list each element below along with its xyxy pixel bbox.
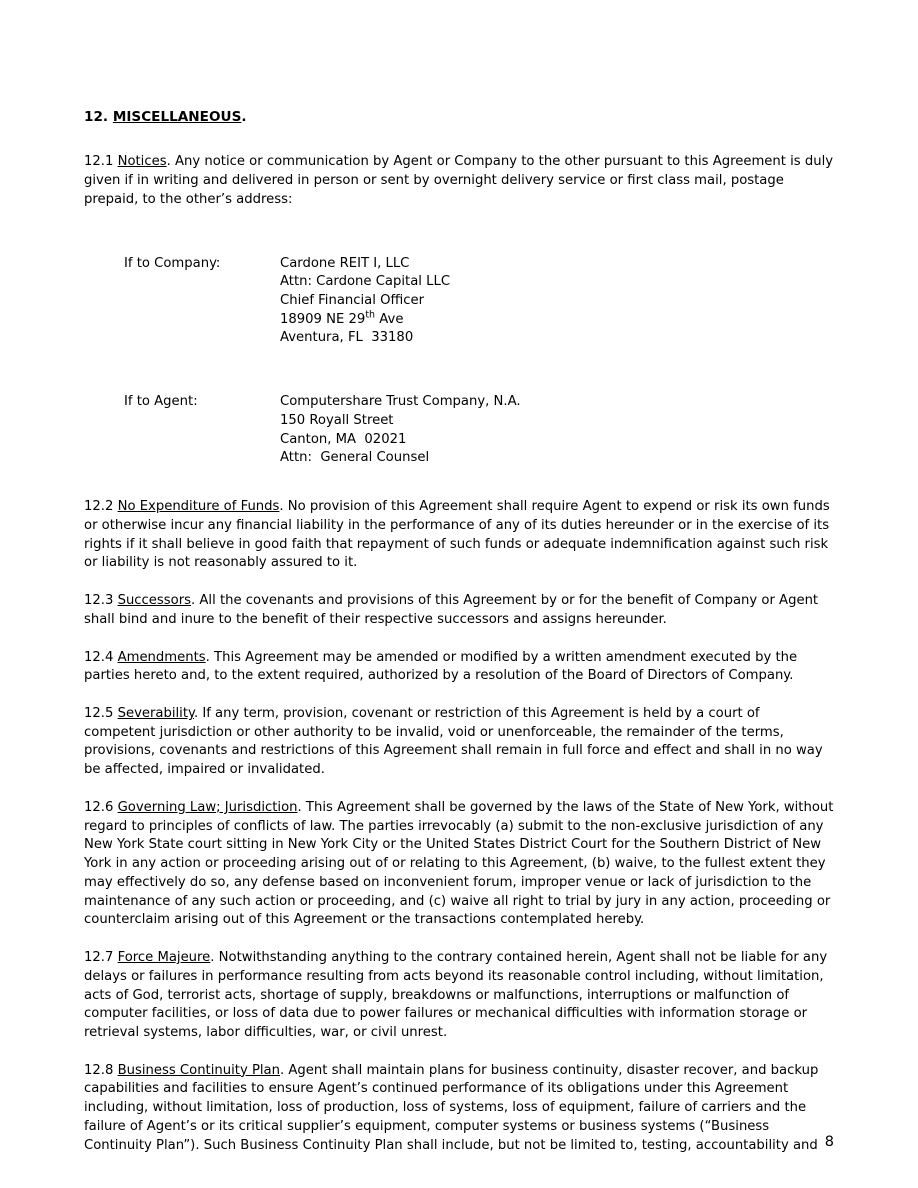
spacer — [84, 348, 834, 393]
clause-12-7 — [84, 949, 834, 1043]
clause-12-6 — [84, 799, 834, 930]
clause-number: 12.3 — [84, 593, 114, 609]
address-label: If to Agent: — [124, 394, 198, 410]
clause-number: 12.8 — [84, 1062, 114, 1078]
address-line-4 — [280, 311, 834, 330]
address-lines — [280, 255, 834, 349]
clause-term: Business Continuity Plan — [117, 1062, 280, 1078]
clause-number: 12.4 — [84, 649, 114, 665]
clause-12-2 — [84, 498, 834, 573]
page-number: 8 — [824, 1134, 834, 1150]
clause-number: 12.1 — [84, 154, 114, 170]
address-line-3: Canton, MA 02021 — [280, 431, 407, 447]
document-body — [84, 108, 834, 1155]
clause-number: 12.2 — [84, 499, 114, 515]
clause-12-8 — [84, 1062, 834, 1156]
address-line-1: Cardone REIT I, LLC — [280, 255, 410, 271]
address-line-2: Attn: Cardone Capital LLC — [280, 274, 451, 290]
address-block-company — [84, 255, 834, 349]
clause-12-3 — [84, 592, 834, 629]
clause-term: Force Majeure — [117, 950, 211, 966]
section-heading-title: MISCELLANEOUS — [112, 109, 242, 125]
section-heading — [84, 108, 834, 127]
clause-12-1 — [84, 153, 834, 209]
address-line-4-post: Ave — [375, 311, 404, 327]
clause-term: Governing Law; Jurisdiction — [117, 799, 298, 815]
clause-text: . No provision of this Agreement shall require Agent to expend or risk its own funds or otherwise incur any financial liability in the performance of any of its duties hereunder or in the exercise of its rights if it shall believe in good faith that repayment of such funds or adequate indemnification against such risk or liability is not reasonably assured to it. — [84, 499, 830, 571]
address-line-2: 150 Royall Street — [280, 412, 394, 428]
clause-term: Successors — [117, 593, 192, 609]
clause-number: 12.5 — [84, 705, 114, 721]
clause-12-4 — [84, 649, 834, 686]
address-line-3: Chief Financial Officer — [280, 292, 425, 308]
clause-12-5 — [84, 705, 834, 780]
clause-term: Amendments — [117, 649, 206, 665]
clause-number: 12.6 — [84, 799, 114, 815]
clause-term: Severability — [117, 705, 194, 721]
address-line-1: Computershare Trust Company, N.A. — [280, 394, 521, 410]
address-line-4-pre: 18909 NE 29 — [280, 311, 366, 327]
address-line-4: Attn: General Counsel — [280, 450, 430, 466]
clause-text: . This Agreement may be amended or modified by a written amendment executed by the parties hereto and, to the extent required, authorized by a resolution of the Board of Directors of Company. — [84, 649, 798, 684]
clause-text: . Notwithstanding anything to the contrary contained herein, Agent shall not be liable for any delays or failures in performance resulting from acts beyond its reasonable control including, without limitation, acts of God, terrorist acts, shortage of supply, breakdowns or malfunctions, interruptions or malfunction of computer facilities, or loss of data due to power failures or mechanical difficulties with information storage or retrieval systems, labor difficulties, war, or civil unrest. — [84, 950, 828, 1040]
clause-text: . Agent shall maintain plans for business continuity, disaster recover, and backup capabilities and facilities to ensure Agent’s continued performance of its obligations under this Agreement including, without limitation, loss of production, loss of systems, loss of equipment, failure of carriers and the failure of Agent’s or its critical supplier’s equipment, computer systems or business systems (“Business Continuity Plan”). Such Business Continuity Plan shall include, but not be limited to, testing, accountability and — [84, 1062, 819, 1153]
clause-term: Notices — [117, 154, 167, 170]
address-block-agent — [84, 393, 834, 468]
spacer — [84, 229, 834, 255]
clause-number: 12.7 — [84, 950, 114, 966]
section-heading-number: 12. — [84, 109, 109, 125]
clause-text: . This Agreement shall be governed by the laws of the State of New York, without regard to principles of conflicts of law. The parties irrevocably (a) submit to the non-exclusive jurisdiction of any New York State court sitting in New York City or the United States District Court for the Southern District of New York in any action or proceeding arising out of or relating to this Agreement, (b) waive, to the fullest extent they may effectively do so, any defense based on inconvenient forum, improper venue or lack of jurisdiction to the maintenance of any such action or proceeding, and (c) waive all right to trial by jury in any action, proceeding or counterclaim arising out of this Agreement or the transactions contemplated hereby. — [84, 799, 834, 928]
clause-term: No Expenditure of Funds — [117, 499, 280, 515]
address-lines — [280, 393, 834, 468]
section-heading-period: . — [241, 109, 247, 125]
address-label: If to Company: — [124, 255, 221, 271]
clause-text: . All the covenants and provisions of this Agreement by or for the benefit of Company or Agent shall bind and inure to the benefit of their respective successors and assigns hereunder. — [84, 593, 819, 627]
address-line-4-sup: th — [365, 309, 376, 321]
clause-text: . Any notice or communication by Agent or Company to the other pursuant to this Agreement is duly given if in writing and delivered in person or sent by overnight delivery service or first class mail, postage prepaid, to the other’s address: — [84, 154, 834, 207]
spacer — [84, 468, 834, 498]
clause-text: . If any term, provision, covenant or restriction of this Agreement is held by a court of competent jurisdiction or other authority to be invalid, void or unenforceable, the remainder of the terms, provisions, covenants and restrictions of this Agreement shall remain in full force and effect and shall in no way be affected, impaired or invalidated. — [84, 705, 823, 778]
address-line-5: Aventura, FL 33180 — [280, 330, 414, 346]
